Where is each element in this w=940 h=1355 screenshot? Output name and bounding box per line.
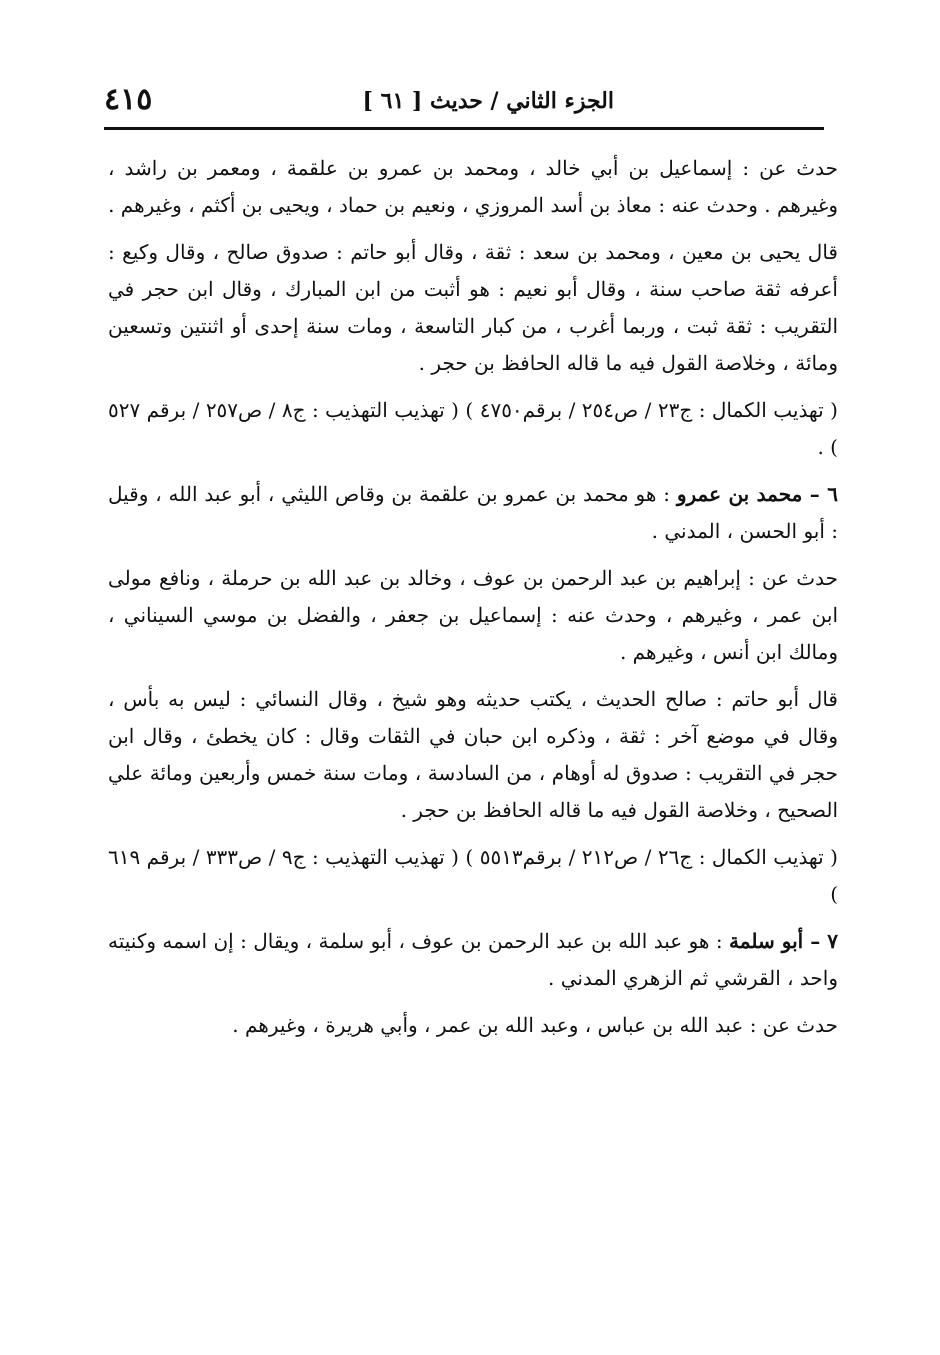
narrator-name: محمد بن عمرو [676,482,803,506]
paragraph-text: : هو عبد الله بن عبد الرحمن بن عوف ، أبو سلمة ، ويقال : إن اسمه وكنيته واحد ، القرشي ثم الزهري المدني . [108,929,838,990]
paragraph-text: ( تهذيب الكمال : ج٢٦ / ص٢١٢ / برقم٥٥١٣ ) ( تهذيب التهذيب : ج٩ / ص٣٣٣ / برقم ٦١٩ ) [108,845,838,906]
entry-number: ٦ – [802,482,838,506]
citation-paragraph [108,839,838,913]
narrator-entry [108,476,838,550]
paragraph [108,150,838,224]
paragraph-text: قال أبو حاتم : صالح الحديث ، يكتب حديثه وهو شيخ ، وقال النسائي : ليس به بأس ، وقال في موضع آخر : ثقة ، وذكره ابن حبان في الثقات وقال : كان يخطئ ، وقال ابن حجر في التقريب : صدوق له أوهام ، من السادسة ، ومات سنة خمس وأربعين ومائة علي الصحيح ، وخلاصة القول فيه ما قاله الحافظ بن حجر . [108,687,838,822]
paragraph [108,234,838,382]
paragraph [108,1007,838,1044]
narrator-entry [108,923,838,997]
paragraph [108,560,838,671]
paragraph-text: حدث عن : إسماعيل بن أبي خالد ، ومحمد بن عمرو بن علقمة ، ومعمر بن راشد ، وغيرهم . وحدث عنه : معاذ بن أسد المروزي ، ونعيم بن حماد ، ويحيى بن أكثم ، وغيرهم . [108,156,838,217]
narrator-name: أبو سلمة [729,929,804,953]
paragraph-text: ( تهذيب الكمال : ج٢٣ / ص٢٥٤ / برقم٤٧٥٠ ) ( تهذيب التهذيب : ج٨ / ص٢٥٧ / برقم ٥٢٧ ) . [108,398,838,459]
entry-number: ٧ – [803,929,838,953]
paragraph-text: قال يحيى بن معين ، ومحمد بن سعد : ثقة ، وقال أبو حاتم : صدوق صالح ، وقال وكيع : أعرفه ثقة صاحب سنة ، وقال أبو نعيم : هو أثبت من ابن المبارك ، وقال ابن حجر في التقريب : ثقة ثبت ، وربما أغرب ، من كبار التاسعة ، ومات سنة إحدى أو اثنتين وتسعين ومائة ، وخلاصة القول فيه ما قاله الحافظ بن حجر . [108,240,838,375]
header-rule [104,127,824,130]
page-number: ٤١٥ [104,82,153,117]
body-text [108,150,838,1054]
page-header [104,82,824,126]
paragraph-text: حدث عن : إبراهيم بن عبد الرحمن بن عوف ، وخالد بن عبد الله بن حرملة ، ونافع مولى ابن عمر ، وغيرهم ، وحدث عنه : إسماعيل بن جعفر ، والفضل بن موسي السيناني ، ومالك ابن أنس ، وغيرهم . [108,566,838,664]
paragraph-text: حدث عن : عبد الله بن عباس ، وعبد الله بن عمر ، وأبي هريرة ، وغيرهم . [232,1013,838,1037]
paragraph [108,681,838,829]
paragraph-text: : هو محمد بن عمرو بن علقمة بن وقاص الليثي ، أبو عبد الله ، وقيل : أبو الحسن ، المدني . [108,482,838,543]
citation-paragraph [108,392,838,466]
running-title: الجزء الثاني / حديث [ ٦١ ] [362,88,614,114]
